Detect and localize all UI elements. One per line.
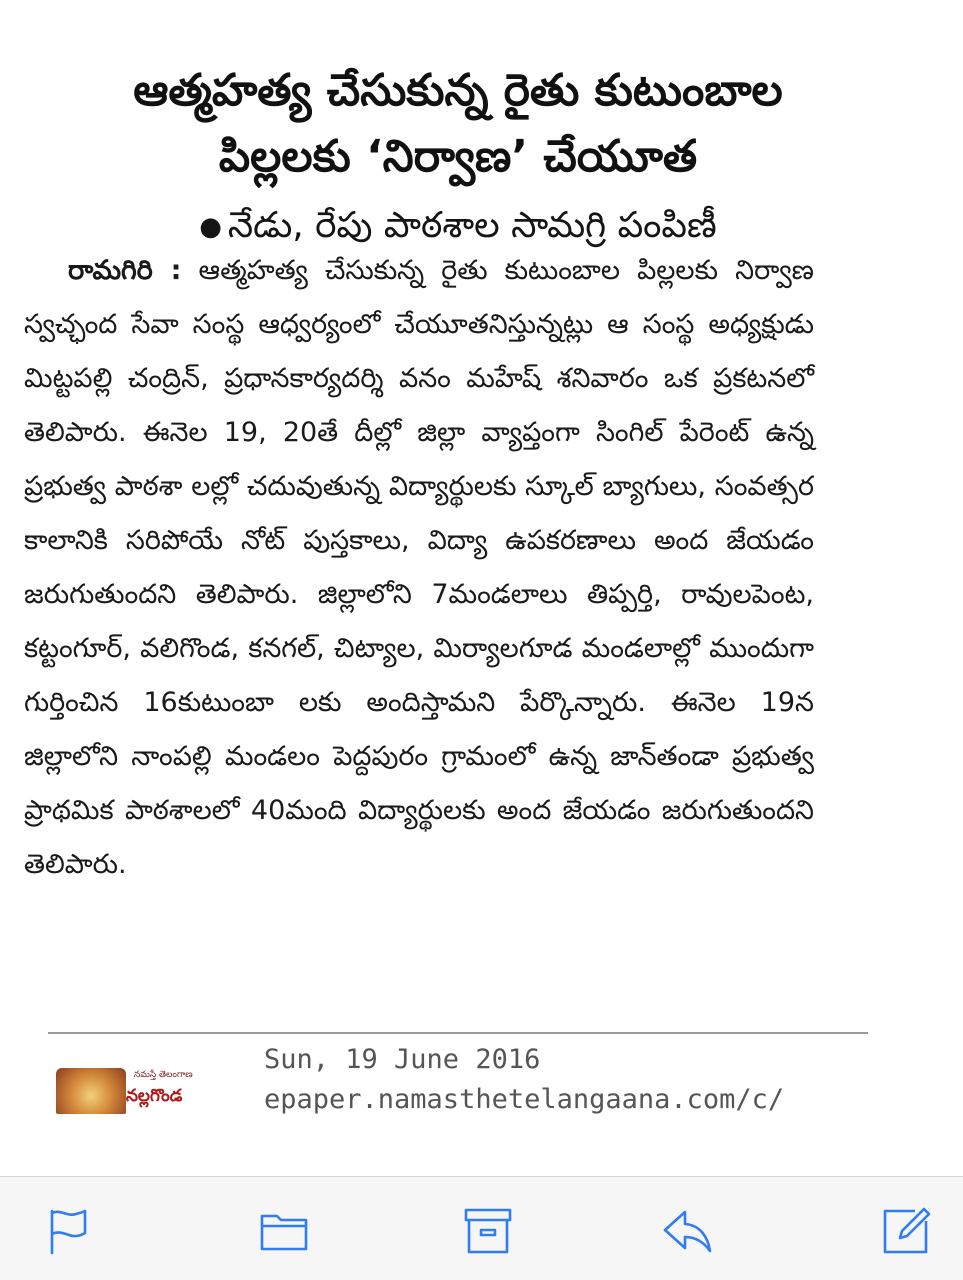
bottom-toolbar	[0, 1176, 963, 1280]
bullet-icon: ●	[199, 212, 222, 242]
article-dateline: రామగిరి :	[68, 255, 182, 286]
compose-icon	[881, 1206, 931, 1256]
subheading-text: నేడు, రేపు పాఠశాల సామగ్రి పంపిణీ	[227, 205, 717, 246]
headline-line-1: ఆత్మహత్య చేసుకున్న రైతు కుటుంబాల	[133, 65, 783, 116]
divider	[48, 1032, 868, 1034]
archive-icon	[463, 1206, 513, 1256]
archive-button[interactable]	[460, 1203, 516, 1259]
move-to-folder-button[interactable]	[256, 1203, 312, 1259]
article-headline	[48, 58, 868, 190]
newspaper-logo	[56, 1064, 236, 1120]
flag-button[interactable]	[40, 1203, 96, 1259]
reply-icon	[663, 1206, 713, 1256]
logo-edition-name: నల్లగొండ	[126, 1086, 183, 1106]
logo-publication-name: నమస్తే తెలంగాణ	[134, 1070, 193, 1080]
folder-icon	[259, 1206, 309, 1256]
source-url[interactable]: epaper.namasthetelangaana.com/c/	[264, 1084, 785, 1115]
compose-button[interactable]	[878, 1203, 934, 1259]
article-body	[24, 244, 814, 892]
source-info	[264, 1040, 784, 1120]
flag-icon	[43, 1206, 93, 1256]
reply-button[interactable]	[660, 1203, 716, 1259]
headline-line-2: పిల్లలకు ‘నిర్వాణ’ చేయూత	[218, 131, 698, 182]
publication-date: Sun, 19 June 2016	[264, 1044, 541, 1075]
temple-emblem-icon	[56, 1068, 126, 1114]
article-body-text: ఆత్మహత్య చేసుకున్న రైతు కుటుంబాల పిల్లలకు నిర్వాణ స్వచ్ఛంద సేవా సంస్థ ఆధ్వర్యంలో చేయూతనిస్తున్నట్లు ఆ సంస్థ అధ్యక్షుడు మిట్టపల్లి చంద్రిన్, ప్రధానకార్యదర్శి వనం మహేష్ శనివారం ఒక ప్రకటనలో తెలిపారు. ఈనెల 19, 20తే దీల్లో జిల్లా వ్యాప్తంగా సింగిల్ పేరెంట్ ఉన్న ప్రభుత్వ పాఠశా లల్లో చదువుతున్న విద్యార్థులకు స్కూల్ బ్యాగులు, సంవత్సర కాలానికి సరిపోయే నోట్ పుస్తకాలు, విద్యా ఉపకరణాలు అంద జేయడం జరుగుతుందని తెలిపారు. జిల్లాలోని 7మండలాలు తిప్పర్తి, రావులపెంట, కట్టంగూర్, వలిగొండ, కనగల్, చిట్యాల, మిర్యాలగూడ మండలాల్లో ముందుగా గుర్తించిన 16కుటుంబా లకు అందిస్తామని పేర్కొన్నారు. ఈనెల 19న జిల్లాలోని నాంపల్లి మండలం పెద్దపురం గ్రామంలో ఉన్న జాన్‌తండా ప్రభుత్వ ప్రాథమిక పాఠశాలలో 40మంది విద్యార్థులకు అంద జేయడం జరుగుతుందని తెలిపారు.	[24, 255, 814, 880]
